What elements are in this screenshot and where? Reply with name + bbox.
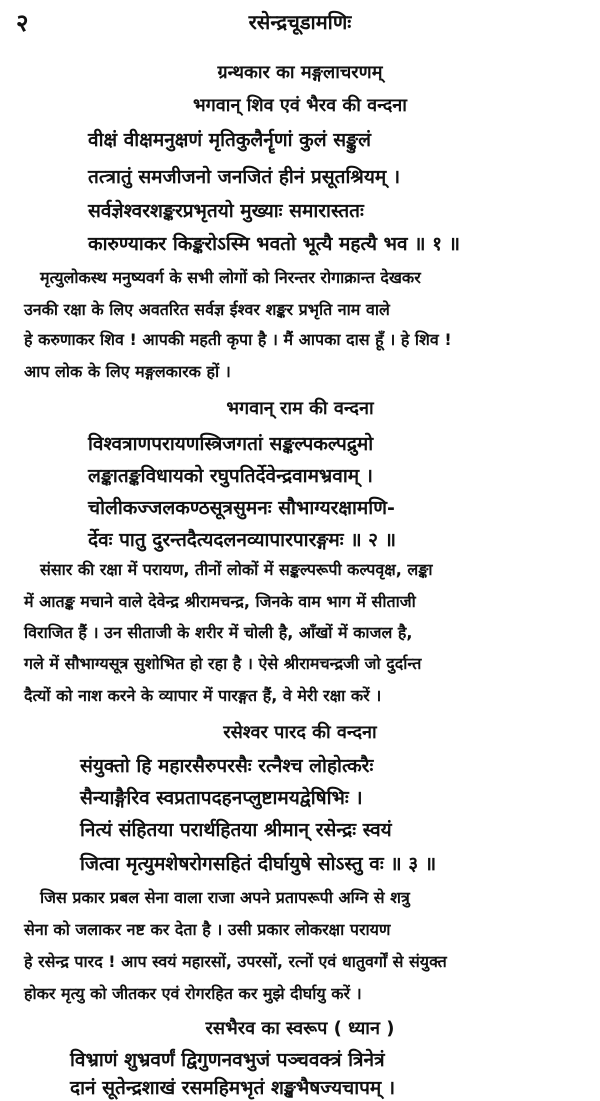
prose-line: सेना को जलाकर नष्ट कर देता है । उसी प्रकार लोकरक्षा परायण — [24, 920, 391, 939]
prose-line: में आतङ्क मचाने वाले देवेन्द्र श्रीरामचन्द्र, जिनके वाम भाग में सीताजी — [24, 592, 416, 611]
prose-line: दैत्यों को नाश करने के व्यापार में पारङ्गत हैं, वे मेरी रक्षा करें । — [24, 686, 382, 705]
verse-line: संयुक्तो हि महारसैरुपरसैः रत्नैश्च लोहोत्करैः — [80, 755, 374, 777]
verse-line: नित्यं संहितया परार्थहितया श्रीमान् रसेन्द्रः स्वयं — [80, 819, 392, 841]
page-number: २ — [16, 9, 29, 37]
prose-line: मृत्युलोकस्थ मनुष्यवर्ग के सभी लोगों को निरन्तर रोगाक्रान्त देखकर — [40, 268, 421, 287]
section-heading: रसेश्वर पारद की वन्दना — [223, 722, 377, 743]
section-heading: रसभैरव का स्वरूप ( ध्यान ) — [205, 1018, 395, 1039]
prose-line: गले में सौभाग्यसूत्र सुशोभित हो रहा है । ऐसे श्रीरामचन्द्रजी जो दुर्दान्त — [24, 654, 422, 673]
verse-line: विभ्राणं शुभ्रवर्णं द्विगुणनवभुजं पञ्चवक्त्रं त्रिनेत्रं — [70, 1049, 385, 1071]
verse-line: र्देवः पातु दुरन्तदैत्यदलनव्यापारपारङ्गमः ॥ २ ॥ — [88, 529, 397, 551]
section-heading: ग्रन्थकार का मङ्गलाचरणम् — [217, 62, 383, 83]
prose-line: जिस प्रकार प्रबल सेना वाला राजा अपने प्रतापरूपी अग्नि से शत्रु — [40, 888, 410, 907]
verse-line: वीक्षं वीक्षमनुक्षणं मृतिकुलैर्नॄणां कुलं सङ्कुलं — [88, 129, 371, 151]
verse-line: दानं सूतेन्द्रशाखं रसमहिमभृतं शङ्खभैषज्यचापम् । — [70, 1077, 396, 1099]
prose-line: हे रसेन्द्र पारद ! आप स्वयं महारसों, उपरसों, रत्नों एवं धातुवर्गों से संयुक्त — [24, 952, 447, 971]
prose-line: संसार की रक्षा में परायण, तीनों लोकों में सङ्कल्परूपी कल्पवृक्ष, लङ्का — [40, 560, 433, 579]
prose-line: उनकी रक्षा के लिए अवतरित सर्वज्ञ ईश्वर शङ्कर प्रभृति नाम वाले — [24, 300, 390, 319]
page-header — [0, 6, 600, 36]
prose-line: आप लोक के लिए मङ्गलकारक हों । — [24, 362, 231, 381]
verse-line: कारुण्याकर किङ्करोऽस्मि भवतो भूत्यै महत्यै भव ॥ १ ॥ — [88, 233, 461, 255]
verse-line: चोलीकज्जलकण्ठसूत्रसुमनः सौभाग्यरक्षामणि- — [88, 497, 395, 519]
verse-line: विश्वत्राणपरायणस्त्रिजगतां सङ्कल्पकल्पद्रुमो — [88, 433, 374, 455]
prose-line: विराजित हैं । उन सीताजी के शरीर में चोली है, आँखों में काजल है, — [24, 623, 413, 642]
section-heading: भगवान् राम की वन्दना — [226, 398, 374, 419]
verse-line: सैन्याङ्गैरिव स्वप्रतापदहनप्लुष्टामयद्वेषिभिः । — [80, 787, 363, 809]
running-title: रसेन्द्रचूडामणिः — [248, 10, 352, 34]
section-subheading: भगवान् शिव एवं भैरव की वन्दना — [193, 95, 407, 116]
prose-line: होकर मृत्यु को जीतकर एवं रोगरहित कर मुझे दीर्घायु करें । — [24, 984, 362, 1003]
verse-line: लङ्कातङ्कविधायको रघुपतिर्देवेन्द्रवामभ्रवाम् । — [88, 465, 373, 487]
verse-line: तत्त्रातुं समजीजनो जनजितं हीनं प्रसूतश्रियम् । — [88, 166, 401, 188]
verse-line: जित्वा मृत्युमशेषरोगसहितं दीर्घायुषे सोऽस्तु वः ॥ ३ ॥ — [80, 853, 437, 875]
verse-line: सर्वज्ञेश्वरशङ्करप्रभृतयो मुख्याः समारास्ततः — [88, 200, 364, 222]
prose-line: हे करुणाकर शिव ! आपकी महती कृपा है । मैं आपका दास हूँ । हे शिव ! — [24, 330, 452, 349]
